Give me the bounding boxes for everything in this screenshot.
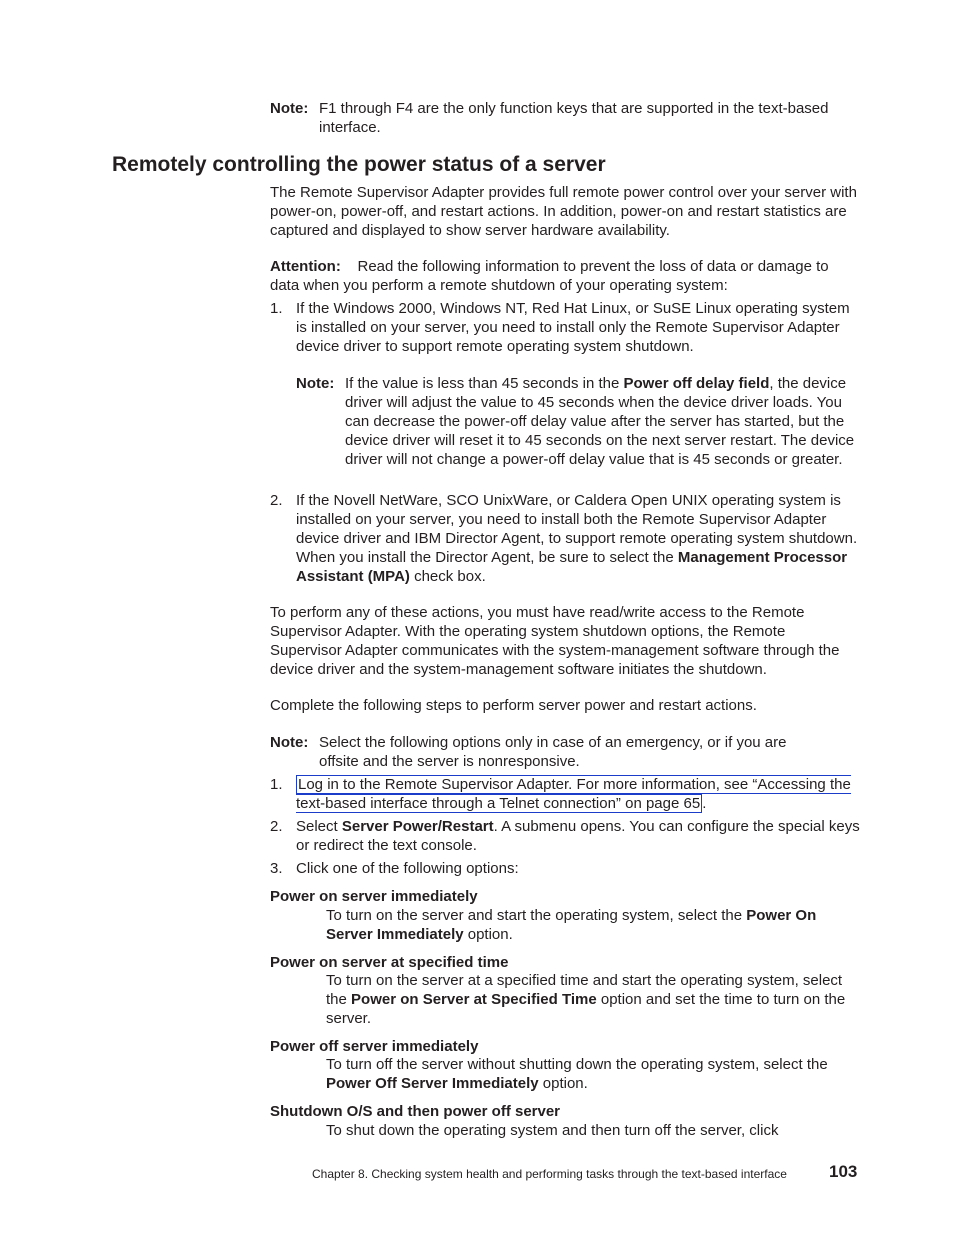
- definition-text: To turn off the server without shutting down the operating system, select the: [326, 1056, 828, 1073]
- section-heading: Remotely controlling the power status of a server: [112, 153, 606, 176]
- step-item: [296, 817, 860, 855]
- list-item: [296, 491, 860, 586]
- option-term: Shutdown O/S and then power off server: [270, 1103, 561, 1120]
- step-item: [296, 775, 866, 813]
- list-item-text: check box.: [414, 568, 486, 585]
- page-number: 103: [829, 1162, 858, 1181]
- note-text: F1 through F4 are the only function keys that are supported in the text-based interface.: [319, 100, 829, 136]
- accessing-link[interactable]: [296, 775, 851, 813]
- note-text: Select the following options only in case of an emergency, or if you are offsite and the server is nonresponsive.: [319, 734, 787, 770]
- option-term: Power on server immediately: [270, 888, 478, 905]
- link-text[interactable]: “Accessing: [752, 776, 826, 793]
- note-label: Note:: [296, 375, 335, 392]
- attention-label: Attention:: [270, 258, 341, 275]
- access-paragraph: To perform any of these actions, you must have read/write access to the Remote Supervisor Adapter. With the operating system shutdown options, the Remote Supervisor Adapter communicates with the system-management software through the device driver and the system-management software initiates the shutdown.: [270, 604, 840, 678]
- option-definition: [326, 971, 860, 1028]
- note-label: Note:: [270, 100, 309, 117]
- list-item-number: 1.: [270, 300, 283, 317]
- step-text: Log in to the Remote Supervisor Adapter. For more information, see: [298, 776, 749, 793]
- list-item: If the Windows 2000, Windows NT, Red Hat Linux, or SuSE Linux operating system is installed on your server, you need to install only the Remote Supervisor Adapter device driver to support remote operating system shutdown.: [296, 300, 850, 355]
- option-term: Power on server at specified time: [270, 954, 509, 971]
- definition-text: option.: [542, 1075, 588, 1092]
- step-item: Click one of the following options:: [296, 860, 519, 877]
- link-text[interactable]: the text-based interface through a Telnet connection” on page 65: [296, 776, 851, 812]
- definition-text: option and set the time to turn on the server.: [326, 991, 846, 1027]
- definition-text: To turn on the server at a specified time and start the operating system, select the: [326, 972, 843, 1008]
- option-term: Power off server immediately: [270, 1038, 479, 1055]
- step-text: Select: [296, 818, 338, 835]
- list-item-number: 2.: [270, 492, 283, 509]
- option-definition: To shut down the operating system and then turn off the server, click: [326, 1122, 779, 1139]
- step-end: .: [702, 795, 707, 812]
- definition-text: To turn on the server and start the operating system, select the: [326, 907, 743, 924]
- step-number: 1.: [270, 776, 283, 793]
- steps-intro: Complete the following steps to perform server power and restart actions.: [270, 697, 757, 714]
- attention-text: Read the following information to prevent the loss of data or damage to data when you perform a remote shutdown of your operating system:: [270, 258, 829, 294]
- footer-chapter: Chapter 8. Checking system health and performing tasks through the text-based interface: [312, 1167, 787, 1181]
- mpa-term: Management Processor Assistant (MPA): [296, 549, 848, 585]
- option-definition: [326, 1055, 860, 1093]
- note-text-part: If the value is less than 45 seconds in the: [345, 375, 620, 392]
- step-text: . A submenu opens. You can configure the special keys or redirect the text console.: [296, 818, 860, 854]
- note-text: [345, 374, 860, 469]
- option-name: Power Off Server Immediately: [326, 1075, 539, 1092]
- note-text-part: , the device driver will adjust the value to 45 seconds when the device driver loads. You can decrease the power-off delay value after the server has started, but the device driver will reset it to 45 seconds on the next server restart. The device driver will not change a power-off delay value that is 45 seconds or greater.: [345, 375, 855, 468]
- step-number: 2.: [270, 818, 283, 835]
- list-item-text: If the Novell NetWare, SCO UnixWare, or Caldera Open UNIX operating system is installed on your server, you need to install both the Remote Supervisor Adapter device driver and IBM Director Agent, to support remote operating system shutdown. When you install the Director Agent, be sure to select the: [296, 492, 858, 566]
- option-name: Power On Server Immediately: [326, 907, 817, 943]
- option-name: Power on Server at Specified Time: [351, 991, 597, 1008]
- attention-paragraph: [270, 257, 860, 295]
- option-definition: [326, 906, 860, 944]
- intro-paragraph: The Remote Supervisor Adapter provides full remote power control over your server with power-on, power-off, and restart actions. In addition, power-on and restart statistics are captured and displayed to show server hardware availability.: [270, 184, 857, 239]
- note-label: Note:: [270, 734, 309, 751]
- definition-text: option.: [467, 926, 513, 943]
- power-off-delay-field-term: Power off delay field: [623, 375, 770, 392]
- server-power-restart-term: Server Power/Restart: [341, 818, 494, 835]
- step-number: 3.: [270, 860, 283, 877]
